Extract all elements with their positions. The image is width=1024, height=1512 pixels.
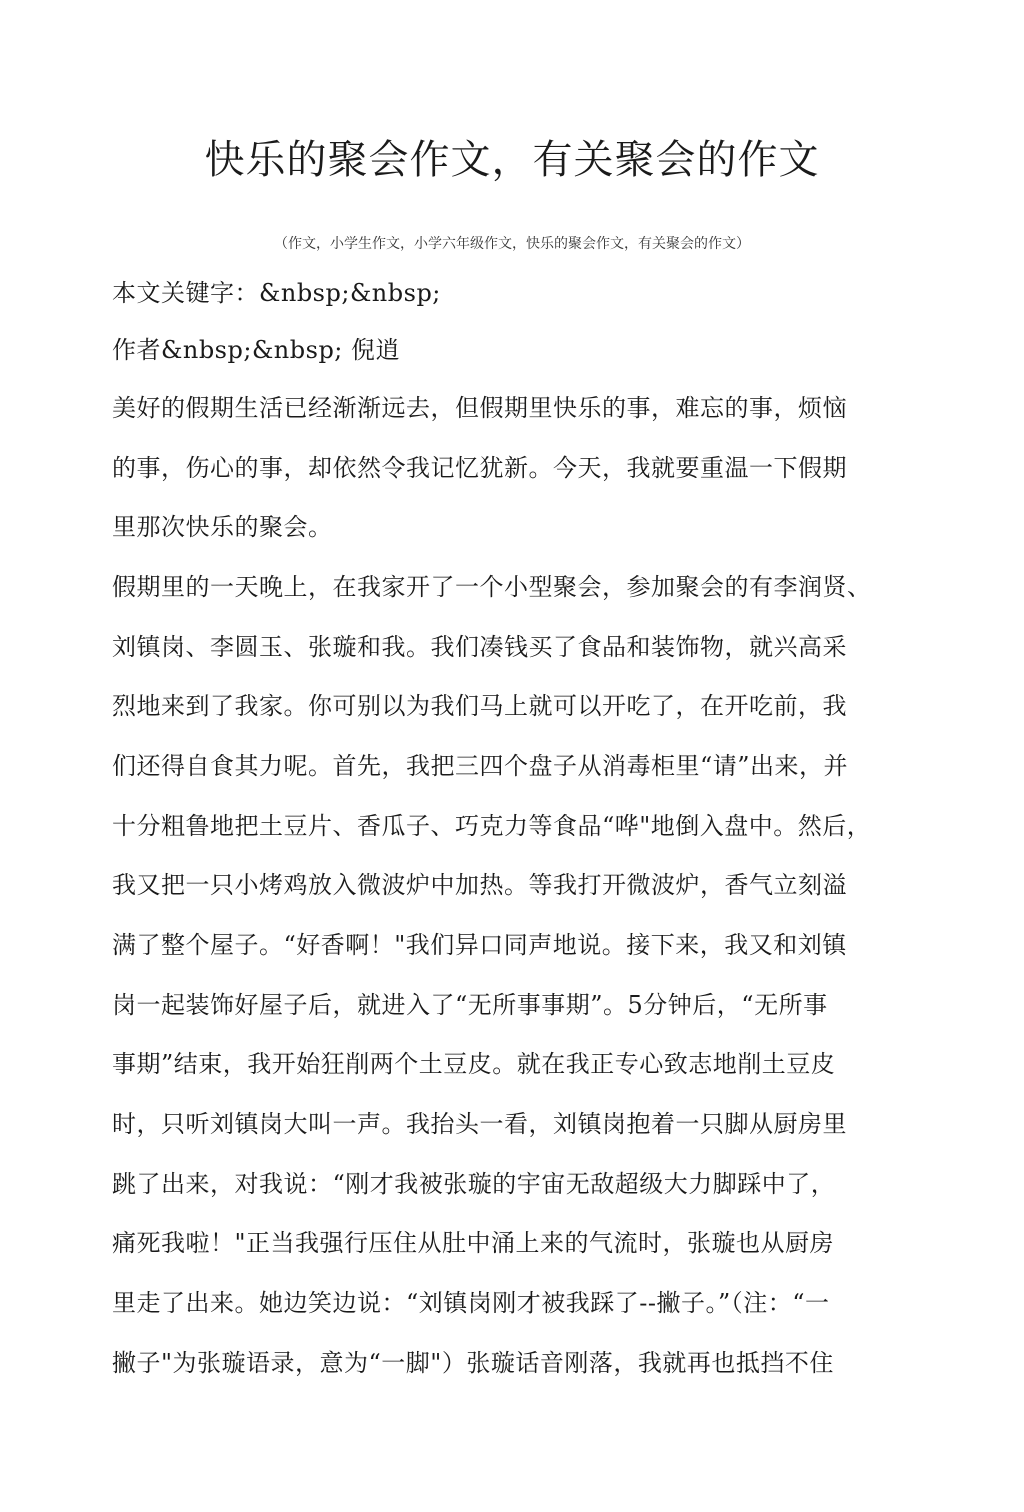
body-line: 刘镇岗、李圆玉、张璇和我。我们凑钱买了食品和装饰物，就兴高采 bbox=[112, 633, 847, 661]
body-line: 的事，伤心的事，却依然令我记忆犹新。今天，我就要重温一下假期 bbox=[112, 454, 847, 482]
keywords-line: 本文关键字：&nbsp;&nbsp; bbox=[112, 279, 441, 307]
document-title: 快乐的聚会作文，有关聚会的作文 bbox=[204, 137, 820, 183]
body-line: 里走了出来。她边笑边说：“刘镇岗刚才被我踩了--撇子。”（注：“一 bbox=[112, 1289, 830, 1317]
body-line: 假期里的一天晚上，在我家开了一个小型聚会，参加聚会的有李润贤、 bbox=[112, 573, 872, 601]
author-line: 作者&nbsp;&nbsp; 倪逍 bbox=[112, 336, 401, 364]
body-line: 美好的假期生活已经渐渐远去，但假期里快乐的事，难忘的事，烦恼 bbox=[112, 394, 847, 422]
body-line: 痛死我啦！"正当我强行压住从肚中涌上来的气流时，张璇也从厨房 bbox=[112, 1229, 835, 1257]
body-line: 事期”结束，我开始狂削两个土豆皮。就在我正专心致志地削土豆皮 bbox=[112, 1050, 836, 1078]
category-tags: （作文，小学生作文，小学六年级作文，快乐的聚会作文，有关聚会的作文） bbox=[274, 236, 750, 252]
body-line: 跳了出来，对我说：“刚才我被张璇的宇宙无敌超级大力脚踩中了， bbox=[112, 1170, 836, 1198]
body-line: 撇子"为张璇语录，意为“一脚"）张璇话音刚落，我就再也抵挡不住 bbox=[112, 1349, 834, 1377]
body-line: 我又把一只小烤鸡放入微波炉中加热。等我打开微波炉，香气立刻溢 bbox=[112, 871, 847, 899]
body-line: 烈地来到了我家。你可别以为我们马上就可以开吃了，在开吃前，我 bbox=[112, 692, 847, 720]
body-line: 们还得自食其力呢。首先，我把三四个盘子从消毒柜里“请”出来，并 bbox=[112, 752, 849, 780]
body-line: 时，只听刘镇岗大叫一声。我抬头一看，刘镇岗抱着一只脚从厨房里 bbox=[112, 1110, 847, 1138]
body-line: 里那次快乐的聚会。 bbox=[112, 513, 333, 541]
body-line: 十分粗鲁地把土豆片、香瓜子、巧克力等食品“哗"地倒入盘中。然后， bbox=[112, 812, 872, 840]
body-line: 满了整个屋子。“好香啊！"我们异口同声地说。接下来，我又和刘镇 bbox=[112, 931, 847, 959]
body-line: 岗一起装饰好屋子后，就进入了“无所事事期”。5分钟后，“无所事 bbox=[112, 991, 828, 1019]
